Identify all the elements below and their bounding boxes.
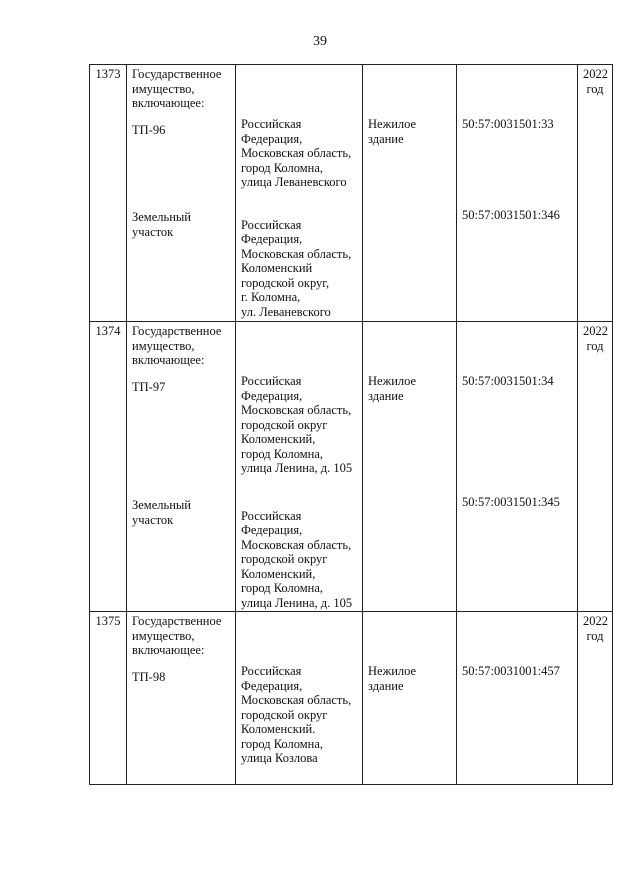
row-header: Государственное имущество, включающее: bbox=[132, 324, 222, 367]
object-name-cell bbox=[127, 65, 236, 322]
address-cell bbox=[236, 322, 363, 612]
cadastral-number: 50:57:0031501:34 bbox=[462, 374, 554, 388]
cadastral-cell bbox=[457, 65, 578, 322]
address-cell bbox=[236, 612, 363, 785]
row-number: 1375 bbox=[90, 612, 127, 785]
cadastral-number: 50:57:0031501:345 bbox=[462, 494, 560, 509]
page-number: 39 bbox=[313, 34, 327, 49]
year: 2022 год bbox=[583, 324, 608, 353]
object-name-cell bbox=[127, 322, 236, 612]
registry-row bbox=[90, 322, 613, 612]
year-cell bbox=[578, 65, 613, 322]
object-name: ТП-96 bbox=[132, 122, 166, 137]
address-cell bbox=[236, 65, 363, 322]
row-number: 1373 bbox=[90, 65, 127, 322]
year: 2022 год bbox=[583, 67, 608, 96]
object-address: Российская Федерация, Московская область, Коломенский городской округ, г. Коломна, ул. Леваневского bbox=[241, 217, 352, 319]
registry-row bbox=[90, 65, 613, 322]
row-header: Государственное имущество, включающее: bbox=[132, 67, 222, 110]
object-name: Земельный участок bbox=[132, 498, 191, 527]
object-address: Российская Федерация, Московская область, городской округ Коломенский, город Коломна, улица Ленина, д. 105 bbox=[241, 508, 353, 610]
year: 2022 год bbox=[583, 614, 608, 643]
cadastral-number: 50:57:0031501:33 bbox=[462, 117, 554, 131]
cadastral-cell bbox=[457, 322, 578, 612]
property-registry-table bbox=[89, 64, 613, 785]
year-cell bbox=[578, 322, 613, 612]
object-name: ТП-98 bbox=[132, 669, 166, 684]
object-type-cell bbox=[363, 612, 457, 785]
object-name: ТП-97 bbox=[132, 379, 166, 394]
object-address: Российская Федерация, Московская область, городской округ Коломенский, город Коломна, улица Ленина, д. 105 bbox=[241, 374, 353, 475]
object-type: Нежилое здание bbox=[368, 117, 417, 146]
row-number: 1374 bbox=[90, 322, 127, 612]
cadastral-number: 50:57:0031501:346 bbox=[462, 207, 560, 222]
object-address: Российская Федерация, Московская область, город Коломна, улица Леваневского bbox=[241, 117, 352, 189]
object-type: Нежилое здание bbox=[368, 374, 417, 403]
object-name-cell bbox=[127, 612, 236, 785]
registry-row bbox=[90, 612, 613, 785]
cadastral-number: 50:57:0031001:457 bbox=[462, 664, 560, 678]
object-name: Земельный участок bbox=[132, 210, 191, 239]
year-cell bbox=[578, 612, 613, 785]
cadastral-cell bbox=[457, 612, 578, 785]
object-type-cell bbox=[363, 322, 457, 612]
row-header: Государственное имущество, включающее: bbox=[132, 614, 222, 657]
object-address: Российская Федерация, Московская область, городской округ Коломенский. город Коломна, улица Козлова bbox=[241, 664, 352, 765]
object-type: Нежилое здание bbox=[368, 664, 417, 693]
object-type-cell bbox=[363, 65, 457, 322]
